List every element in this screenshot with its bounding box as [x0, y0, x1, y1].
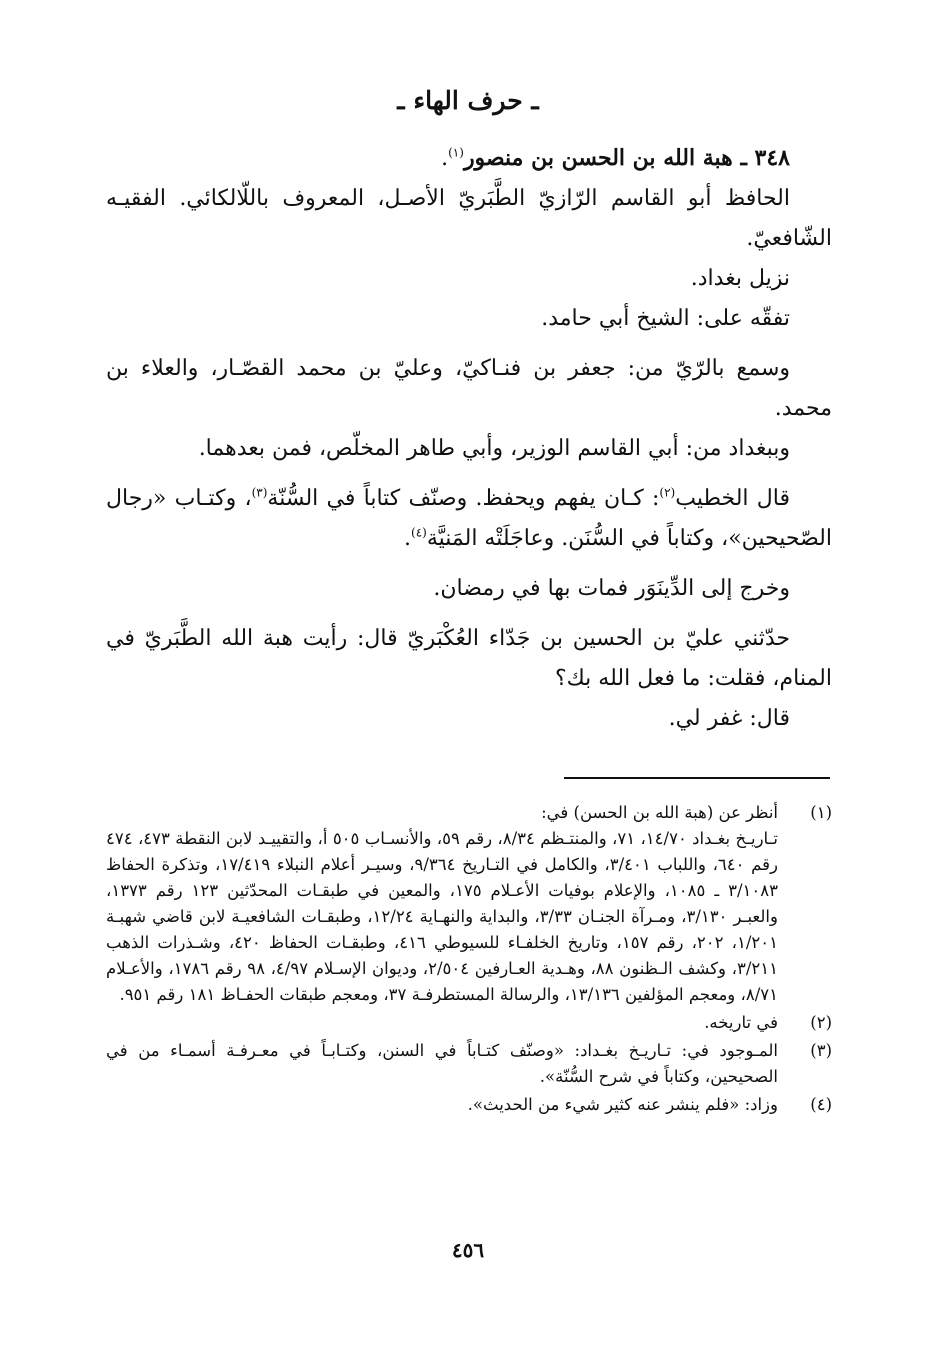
paragraph-heard-rayy: وسمع بالرّيّ من: جعفر بن فنـاكيّ، وعليّ بن محمد القصّـار، والعلاء بن محمد.: [106, 356, 832, 421]
paragraph-khatib: [106, 479, 832, 559]
footnote-number: (٣): [810, 1041, 832, 1060]
footnote-divider: [564, 777, 830, 779]
paragraph-dream: حدّثني عليّ بن الحسين بن جَدّاء العُكْبَريّ قال: رأيت هبة الله الطَّبَريّ في المنام، فقلت: ما فعل الله بك؟: [106, 626, 832, 691]
footnote-body: [106, 1010, 778, 1036]
footnote-number: (١): [810, 803, 832, 822]
footnote-body: [106, 1038, 778, 1090]
khatib-text-4: .: [404, 526, 411, 551]
footnote-ref-3[interactable]: (٣): [251, 485, 268, 500]
footnote-line: تـاريـخ بغـداد ١٤/٧٠، ٧١، والمنتـظم ٨/٣٤، رقم ٥٩، والأنسـاب ٥٠٥ أ، والتقييـد لابن النقطة ٤٧٣، ٤٧٤ رقم ٦٤٠، واللباب ٣/٤٠١، والكامل في التـاريخ ٩/٣٦٤، وسيـر أعلام النبلاء ١٧/٤١٩، وتذكرة الحفاظ ٣/١٠٨٣ ـ ١٠٨٥، والإعلام بوفيات الأعـلام ١٧٥، والمعين في طبقـات المحدّثين ١٢٣ رقم ١٣٧٣، والعبـر ٣/١٣٠، ومـرآة الجنـان ٣/٣٣، والبداية والنهـاية ١٢/٢٤، وطبقـات الشافعيـة لابن قاضي شهبـة ١/٢٠١، ٢٠٢، رقم ١٥٧، وتاريخ الخلفـاء للسيوطي ٤١٦، وطبقـات الحفاظ ٤٢٠، وشـذرات الذهب ٣/٢١١، وكشف الـظنون ٨٨، وهـدية العـارفين ٢/٥٠٤، وديوان الإسـلام ٤/٩٧، ٩٨ رقم ١٧٨٦، والأعـلام ٨/٧١، ومعجم المؤلفين ١٣/١٣٦، والرسالة المستطرفـة ٣٧، ومعجم طبقات الحفـاظ ١٨١ رقم ٩٥١.: [106, 829, 779, 1004]
footnote-line: المـوجود في: تـاريـخ بغـداد: «وصنّف كتـاباً في السنن، وكتـابـاً في معـرفـة أسمـاء من في الصحيحين، وكتاباً في شرح السُّنّة».: [106, 1041, 778, 1086]
footnote-number: (٤): [810, 1095, 832, 1114]
paragraph-death: وخرج إلى الدِّينَوَر فمات بها في رمضان.: [433, 576, 790, 601]
paragraph-teacher: تفقّه على: الشيخ أبي حامد.: [541, 306, 790, 331]
chapter-heading: ـ حرف الهاء ـ: [397, 86, 539, 115]
entry-heading: [106, 138, 832, 179]
footnote-2: [106, 1010, 832, 1036]
paragraph-answer: قال: غفر لي.: [668, 706, 790, 731]
footnote-4: [106, 1092, 832, 1118]
khatib-text-1: قال الخطيب: [675, 486, 790, 511]
footnotes: [106, 800, 832, 1120]
footnote-3: [106, 1038, 832, 1090]
footnote-ref-2[interactable]: (٢): [659, 485, 676, 500]
footnote-line: في تاريخه.: [704, 1013, 778, 1032]
entry-title-end: .: [441, 146, 449, 171]
khatib-text-2: : كـان يفهم ويحفظ. وصنّف كتاباً في السُّنّة: [267, 486, 660, 511]
footnote-line: وزاد: «فلم ينشر عنه كثير شيء من الحديث».: [467, 1095, 778, 1114]
main-text: [106, 138, 832, 739]
khatib-text-3: ، وكتـاب «رجال الصّحيحين»، وكتاباً في السُّنَن. وعاجَلَتْه المَنيَّة: [106, 486, 832, 551]
footnote-1: [106, 800, 832, 1008]
footnote-body: [106, 800, 778, 1008]
footnote-body: [106, 1092, 778, 1118]
paragraph-heard-baghdad: وببغداد من: أبي القاسم الوزير، وأبي طاهر المخلّص، فمن بعدهما.: [198, 436, 790, 461]
footnote-ref-1[interactable]: (١): [448, 145, 464, 160]
entry-title: ٣٤٨ ـ هبة الله بن الحسن بن منصور: [463, 145, 790, 171]
paragraph-residence: نزيل بغداد.: [690, 266, 790, 291]
page-number: ٤٥٦: [451, 1238, 485, 1262]
footnote-ref-4[interactable]: (٤): [411, 525, 427, 540]
paragraph-description: الحافظ أبو القاسم الرّازيّ الطَّبَريّ الأصـل، المعروف باللّالكائي. الفقيـه الشّافعيّ.: [106, 186, 832, 251]
footnote-line: أنظر عن (هبة الله بن الحسن) في:: [541, 803, 778, 822]
footnote-number: (٢): [810, 1013, 832, 1032]
